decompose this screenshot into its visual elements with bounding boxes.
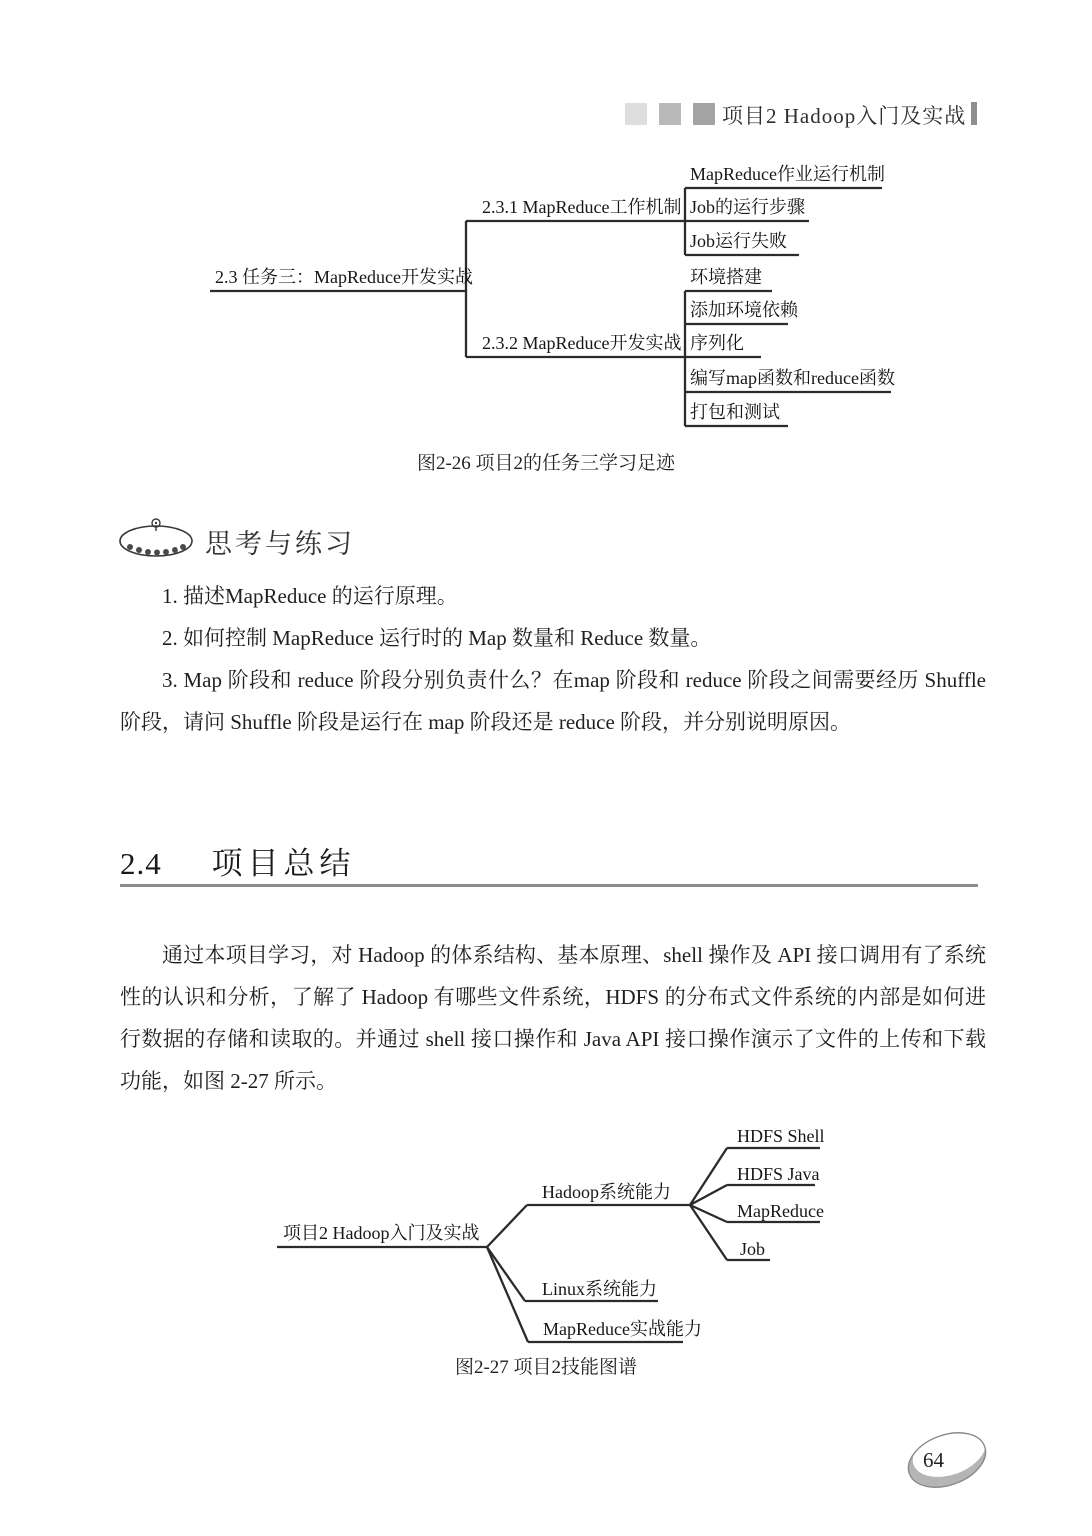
tree-leaf-label: 编写map函数和reduce函数	[690, 368, 895, 388]
tree-branch-label: 2.3.2 MapReduce开发实战	[482, 333, 682, 353]
exercises-heading: 思考与练习	[205, 529, 355, 559]
header-bar-icon	[971, 102, 977, 125]
section-2-4-heading	[120, 838, 356, 883]
section-rule	[120, 884, 978, 887]
tree-leaf-label: HDFS Java	[737, 1164, 820, 1184]
tree-leaf-label: 序列化	[690, 333, 744, 353]
connector-line	[487, 1247, 528, 1342]
question-item: 1. 描述MapReduce 的运行原理。	[162, 584, 458, 608]
header-square-icon	[625, 103, 647, 125]
tree-branch-label: Hadoop系统能力	[542, 1182, 671, 1202]
summary-paragraph: 通过本项目学习，对 Hadoop 的体系结构、基本原理、shell 操作及 API 接口调用有了系统性的认识和分析，了解了 Hadoop 有哪些文件系统，HDFS 的分布式文件系统的内部是如何进行数据的存储和读取的。并通过 shell 接口操作和 Java API 接口操作演示了文件的上传和下载功能，如图 2-27 所示。	[120, 943, 986, 1093]
tree-leaf-label: 打包和测试	[690, 402, 780, 422]
figure-2-27-caption: 图2-27 项目2技能图谱	[454, 1357, 638, 1378]
tree-root-label: 项目2 Hadoop入门及实战	[283, 1223, 480, 1243]
tree-branch-label: MapReduce实战能力	[543, 1319, 702, 1339]
tree-root-label: 2.3 任务三：MapReduce开发实战	[215, 267, 473, 287]
exercise-questions	[120, 575, 986, 743]
tree-leaf-label: 添加环境依赖	[690, 300, 798, 320]
connector-line	[690, 1148, 727, 1205]
exercise-stamp-icon	[116, 516, 200, 562]
section-number: 2.4	[120, 846, 162, 881]
section-title: 项目总结	[211, 846, 356, 881]
crescent-swoosh-icon	[899, 1418, 996, 1497]
tree-leaf-label: MapReduce	[737, 1201, 824, 1221]
tree-branch-label: 2.3.1 MapReduce工作机制	[482, 197, 682, 217]
figure-2-27-diagram	[270, 1120, 830, 1355]
figure-2-26-caption: 图2-26 项目2的任务三学习足迹	[416, 453, 676, 474]
running-head-title: 项目2 Hadoop入门及实战	[722, 104, 967, 128]
tree-leaf-label: Job运行失败	[690, 231, 788, 251]
tree-leaf-label: MapReduce作业运行机制	[690, 164, 885, 184]
header-square-icon	[693, 103, 715, 125]
tree-branch-label: Linux系统能力	[542, 1279, 657, 1299]
header-square-icon	[659, 103, 681, 125]
page-number: 64	[923, 1448, 944, 1472]
figure-2-26-diagram	[190, 150, 900, 440]
connector-line	[487, 1205, 527, 1247]
tree-leaf-label: Job的运行步骤	[690, 197, 806, 217]
question-item: 3. Map 阶段和 reduce 阶段分别负责什么？在map 阶段和 reduce 阶段之间需要经历 Shuffle 阶段，请问 Shuffle 阶段是运行在 map 阶段还是 reduce 阶段，并分别说明原因。	[120, 668, 986, 734]
tree-leaf-label: HDFS Shell	[737, 1126, 825, 1146]
tree-leaf-label: 环境搭建	[690, 267, 762, 287]
page-number-ornament	[897, 1418, 1007, 1506]
question-item: 2. 如何控制 MapReduce 运行时的 Map 数量和 Reduce 数量。	[162, 626, 712, 650]
tree-leaf-label: Job	[740, 1239, 766, 1259]
